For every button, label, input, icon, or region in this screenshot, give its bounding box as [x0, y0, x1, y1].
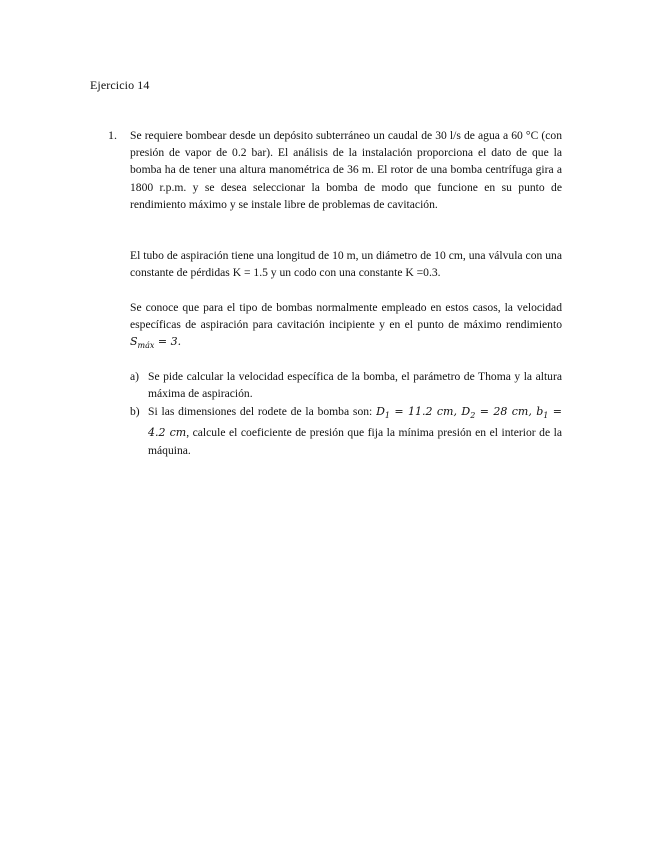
sub-question-a-label: a): [130, 370, 140, 383]
d1-value: = 11.2 cm: [389, 405, 454, 418]
s-max-letter: S: [130, 335, 138, 349]
d1-subscript: 1: [384, 411, 390, 421]
problem-number: 1.: [108, 128, 117, 142]
sub-question-b-text: [148, 403, 562, 459]
s-max-value: = 3.: [154, 335, 182, 349]
separator-1: ,: [453, 405, 462, 418]
d2-subscript: 2: [470, 411, 476, 421]
sub-b-intro: Si las dimensiones del rodete de la bomba son:: [148, 405, 377, 418]
paragraph-3-text: Se conoce que para el tipo de bombas normalmente empleado en estos casos, la velocidad específicas de aspiración para cavitación incipiente y en el punto de máximo rendimiento: [130, 301, 562, 332]
s-max-subscript: máx: [137, 341, 155, 351]
problem-paragraph-1: Se requiere bombear desde un depósito subterráneo un caudal de 30 l/s de agua a 60 °C (con presión de vapor de 0.2 bar). El análisis de la instalación proporciona el dato de que la bomba ha de tener una altura manométrica de 36 m. El rotor de una bomba centrífuga gira a 1800 r.p.m. y se desea seleccionar la bomba de modo que funcione en su punto de rendimiento máximo y se instale libre de problemas de cavitación.: [130, 129, 562, 211]
d1-expression: [376, 405, 454, 421]
b1-subscript: 1: [543, 411, 549, 421]
separator-2: ,: [528, 405, 537, 418]
d2-letter: D: [461, 405, 471, 418]
sub-question-a-text: Se pide calcular la velocidad específica de la bomba, el parámetro de Thoma y la altura máxima de aspiración.: [148, 370, 562, 401]
problem-paragraph-3: [130, 299, 562, 355]
d1-letter: D: [376, 405, 385, 418]
b1-letter: b: [536, 405, 544, 418]
sub-b-ending: , calcule el coeficiente de presión que fija la mínima presión en el interior de la máquina.: [148, 426, 562, 457]
sub-question-b-label: b): [130, 405, 140, 418]
exercise-title: Ejercicio 14: [90, 78, 150, 92]
d2-value: = 28 cm: [475, 405, 529, 418]
s-max-symbol: [130, 335, 155, 351]
d2-expression: [461, 405, 529, 421]
problem-paragraph-2: El tubo de aspiración tiene una longitud de 10 m, un diámetro de 10 cm, una válvula con una constante de pérdidas K = 1.5 y un codo con una constante K =0.3.: [130, 249, 562, 280]
b1-value: = 4.2 cm: [148, 405, 563, 440]
